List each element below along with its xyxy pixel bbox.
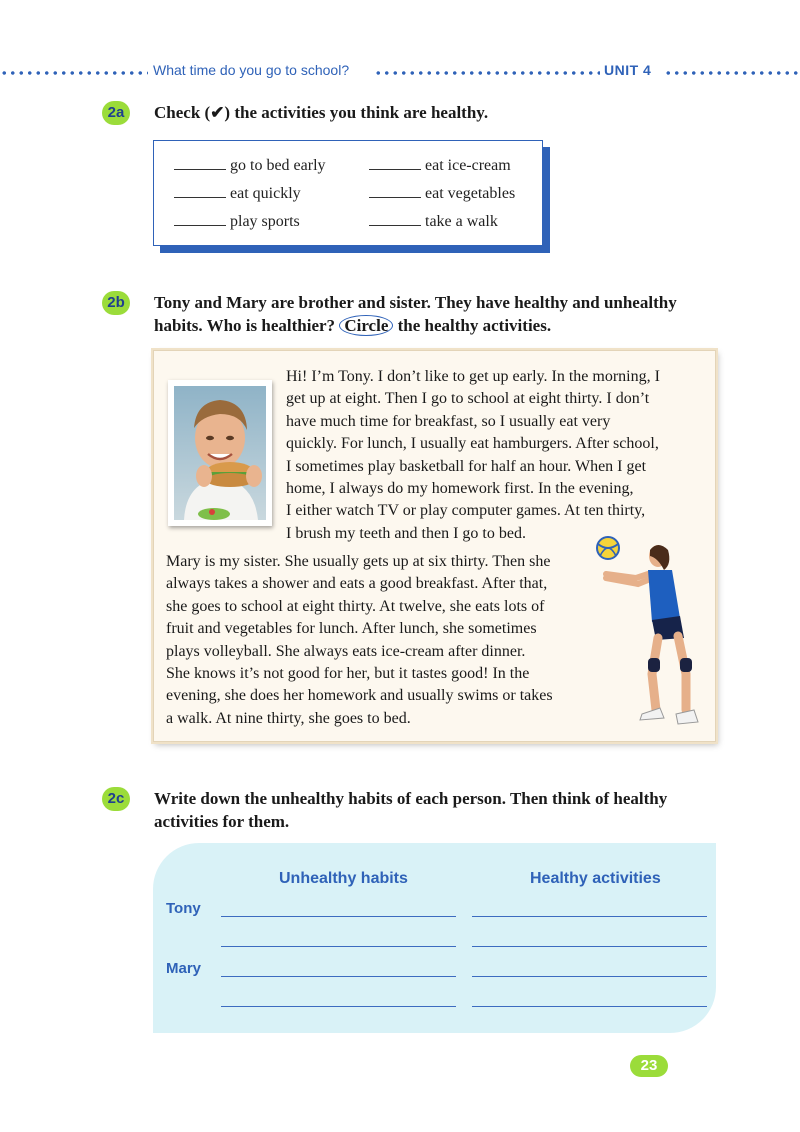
activity-label: go to bed early [230,157,326,174]
section-badge-2b: 2b [102,291,130,315]
passage-line: I sometimes play basketball for half an hour. When I get [286,457,647,475]
passage-line: she goes to school at eight thirty. At twelve, she eats lots of [166,597,545,615]
passage-line: She knows it’s not good for her, but it tastes good! In the [166,665,530,683]
header-unit: UNIT 4 [604,62,652,78]
check-blank[interactable] [369,212,421,226]
writing-line[interactable] [472,916,707,917]
passage-line: fruit and vegetables for lunch. After lunch, she sometimes [166,620,537,638]
column-unhealthy-habits: Unhealthy habits [279,870,408,887]
writing-line[interactable] [221,946,456,947]
activity-label: eat ice-cream [425,157,511,174]
writing-line[interactable] [221,916,456,917]
writing-line[interactable] [472,1006,707,1007]
activity-label: eat quickly [230,185,301,202]
passage-line: get up at eight. Then I go to school at eight thirty. I don’t [286,390,650,408]
check-blank[interactable] [369,184,421,198]
activity-label: eat vegetables [425,185,516,202]
boy-eating-burger-image [174,386,266,520]
passage-line: quickly. For lunch, I usually eat hamburgers. After school, [286,435,659,453]
page-number: 23 [630,1055,668,1077]
passage-line: plays volleyball. She always eats ice-cream after dinner. [166,642,526,660]
passage-line: I brush my teeth and then I go to bed. [286,524,526,542]
activity-item[interactable] [369,156,511,175]
activity-label: take a walk [425,213,498,230]
writing-line[interactable] [221,1006,456,1007]
header-dots-middle [374,71,600,75]
circle-keyword: Circle [339,315,393,336]
volleyball-player-image [586,534,708,730]
column-healthy-activities: Healthy activities [530,870,661,887]
activity-item[interactable] [174,184,301,203]
check-blank[interactable] [174,184,226,198]
check-blank[interactable] [174,212,226,226]
activity-item[interactable] [174,156,326,175]
passage-line: a walk. At nine thirty, she goes to bed. [166,709,411,727]
passage-line: Mary is my sister. She usually gets up at six thirty. Then she [166,553,551,570]
row-label-mary: Mary [166,960,202,977]
instruction-2b-text: Tony and Mary are brother and sister. They have healthy and unhealthy habits. Who is healthier? [154,293,677,335]
running-header [0,58,800,88]
header-title: What time do you go to school? [153,62,350,78]
header-dots-left [0,71,148,75]
section-badge-2a: 2a [102,101,130,125]
instruction-2a: Check (✔) the activities you think are healthy. [154,103,489,122]
writing-line[interactable] [472,976,707,977]
tony-photo [168,380,272,526]
check-blank[interactable] [174,156,226,170]
activity-item[interactable] [369,184,515,203]
writing-line[interactable] [472,946,707,947]
writing-line[interactable] [221,976,456,977]
instruction-2c: Write down the unhealthy habits of each person. Then think of healthy activities for them. [154,789,668,831]
check-blank[interactable] [369,156,421,170]
activity-label: play sports [230,213,300,230]
header-dots-right [664,71,800,75]
activity-item[interactable] [369,212,498,231]
section-badge-2c: 2c [102,787,130,811]
passage-line: home, I always do my homework first. In the evening, [286,480,634,498]
passage-line: have much time for breakfast, so I usually eat very [286,412,611,430]
passage-line: evening, she does her homework and usually swims or takes [166,687,553,705]
activity-item[interactable] [174,212,300,231]
passage-line: always takes a shower and eats a good breakfast. After that, [166,575,548,593]
row-label-tony: Tony [166,900,201,917]
instruction-2b-text-end: the healthy activities. [397,316,552,335]
mary-paragraph [166,551,596,730]
tony-paragraph [286,366,706,545]
instruction-2b [154,291,729,337]
passage-line: Hi! I’m Tony. I don’t like to get up early. In the morning, I [286,368,660,385]
passage-line: I either watch TV or play computer games. At ten thirty, [286,502,646,520]
